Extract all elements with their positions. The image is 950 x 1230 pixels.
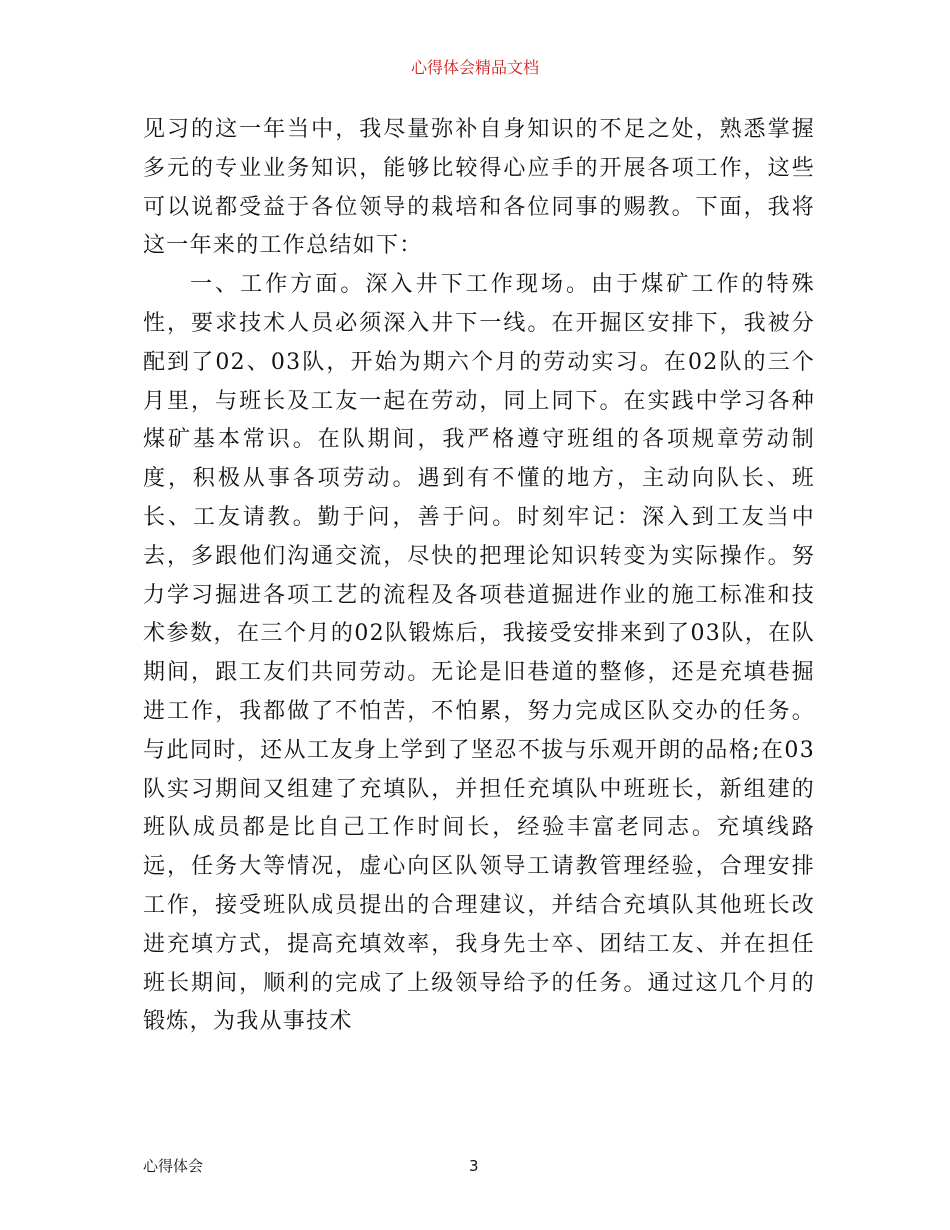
page-footer (143, 1156, 815, 1176)
paragraph-intro: 见习的这一年当中，我尽量弥补自身知识的不足之处，熟悉掌握多元的专业业务知识，能够比较得心应手的开展各项工作，这些可以说都受益于各位领导的栽培和各位同事的赐教。下面，我将这一年来的工作总结如下： (143, 117, 815, 259)
page-number: 3 (469, 1157, 479, 1175)
footer-label: 心得体会 (143, 1157, 204, 1175)
paragraph-work-section: 一、工作方面。深入井下工作现场。由于煤矿工作的特殊性，要求技术人员必须深入井下一线。在开掘区安排下，我被分配到了02、03队，开始为期六个月的劳动实习。在02队的三个月里，与班长及工友一起在劳动，同上同下。在实践中学习各种煤矿基本常识。在队期间，我严格遵守班组的各项规章劳动制度，积极从事各项劳动。遇到有不懂的地方，主动向队长、班长、工友请教。勤于问，善于问。时刻牢记：深入到工友当中去，多跟他们沟通交流，尽快的把理论知识转变为实际操作。努力学习掘进各项工艺的流程及各项巷道掘进作业的施工标准和技术参数，在三个月的02队锻炼后，我接受安排来到了03队，在队期间，跟工友们共同劳动。无论是旧巷道的整修，还是充填巷掘进工作，我都做了不怕苦，不怕累，努力完成区队交办的任务。与此同时，还从工友身上学到了坚忍不拔与乐观开朗的品格;在03队实习期间又组建了充填队，并担任充填队中班班长，新组建的班队成员都是比自己工作时间长，经验丰富老同志。充填线路远，任务大等情况，虚心向区队领导工请教管理经验，合理安排工作，接受班队成员提出的合理建议，并结合充填队其他班长改进充填方式，提高充填效率，我身先士卒、团结工友、并在担任班长期间，顺利的完成了上级领导给予的任务。通过这几个月的锻炼，为我从事技术 (143, 272, 815, 1035)
page-header-title: 心得体会精品文档 (410, 58, 539, 77)
document-body (143, 111, 815, 1042)
